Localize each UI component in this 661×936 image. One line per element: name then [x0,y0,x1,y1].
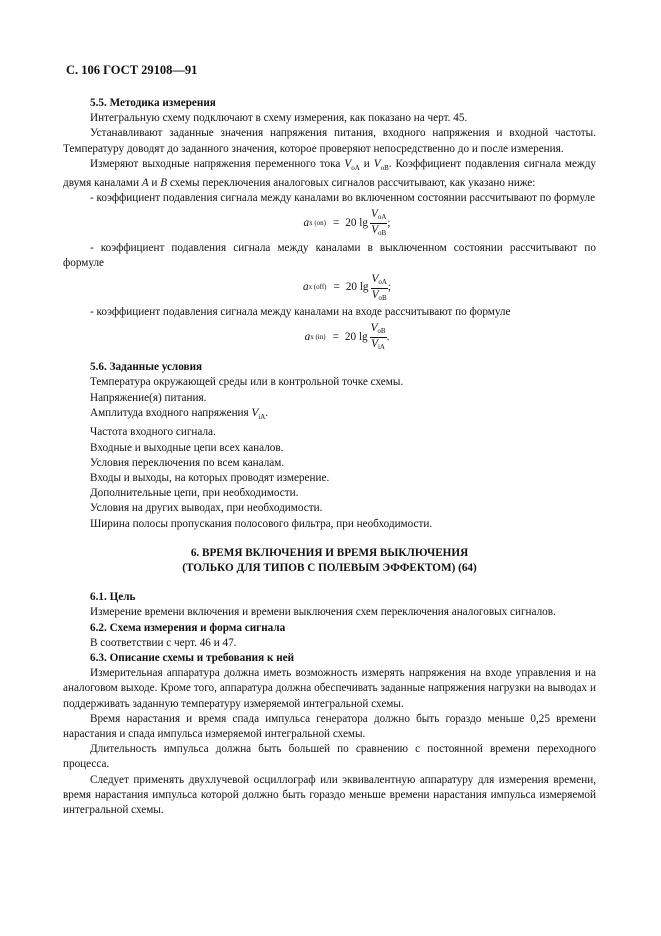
s61-paragraph: Измерение времени включения и времени выключения схем переключения аналоговых сигналов. [90,606,556,619]
page-header: С. 106 ГОСТ 29108—91 [66,63,198,77]
s55-bullet-on: - коэффициент подавления сигнала между каналами во включенном состоянии рассчитывают по формуле [90,192,596,205]
section-6-title: 6. ВРЕМЯ ВКЛЮЧЕНИЯ И ВРЕМЯ ВЫКЛЮЧЕНИЯ (ТОЛЬКО ДЛЯ ТИПОВ С ПОЛЕВЫМ ЭФФЕКТОМ) (64) [182,546,477,574]
s55-paragraph-3: Измеряют выходные напряжения переменного тока $V_{oA}$ и $V_{oB}$. Коэффициент подавления сигнала между двумя каналами A и B схемы переключения аналоговых сигналов рассчитывают, как указано ниже: [63,157,596,190]
s62-paragraph: В соответствии с черт. 46 и 47. [90,636,237,649]
s56-item: Напряжение(я) питания. [90,391,207,404]
s56-item: Дополнительные цепи, при необходимости. [90,487,299,500]
voltage-via: $V_{iA}$ [251,406,266,422]
s56-item: Условия на других выводах, при необходимости. [90,502,323,515]
section-6-3-heading: 6.3. Описание схемы и требования к ней [90,651,295,664]
s55-paragraph-1: Интегральную схему подключают в схему измерения, как показано на черт. 45. [90,112,468,125]
s63-paragraph-4: Следует применять двухлучевой осциллограф или эквивалентную аппаратуру для измерения времени, время нарастания импульса которой должно быть гораздо меньше времени нарастания импульса измеряемой интегральной схемы. [63,773,596,816]
s56-item: Амплитуда входного напряжения $V_{iA}$. [90,406,269,422]
s55-bullet-off: - коэффициент подавления сигнала между каналами в выключенном состоянии рассчитывают по формуле [63,241,596,269]
section-6-1-heading: 6.1. Цель [90,591,136,604]
s56-item: Условия переключения по всем каналам. [90,456,285,469]
s63-paragraph-1: Измерительная аппаратура должна иметь возможность измерять напряжения на входе управления и на аналоговом выходе. Кроме того, аппаратура должна обеспечивать заданные напряжения нагрузки на выводах и поддерживать заданную температуру измеряемой интегральной схемы. [63,667,596,710]
voltage-voa: $V_{oA}$ [344,157,360,173]
s56-item: Частота входного сигнала. [90,426,216,439]
formula-in: a x (in) = 20 lg $\frac{V_{oB}}{V_{iA}}$ . [304,321,390,351]
section-5-6-heading: 5.6. Заданные условия [90,361,203,374]
s56-item: Входы и выходы, на которых проводят измерение. [90,471,330,484]
section-6-2-heading: 6.2. Схема измерения и форма сигнала [90,621,286,634]
s56-item: Температура окружающей среды или в контрольной точке схемы. [90,376,404,389]
section-5-5-heading: 5.5. Методика измерения [90,97,216,109]
voltage-vob: $V_{oB}$ [373,157,389,173]
s55-bullet-in: - коэффициент подавления сигнала между каналами на входе рассчитывают по формуле [90,306,511,319]
formula-on: a x (on) = 20 lg $\frac{V_{oA}}{V_{oB}}$ ; [303,208,391,238]
s56-item: Ширина полосы пропускания полосового фильтра, при необходимости. [90,517,433,530]
page-content [63,96,596,818]
s63-paragraph-2: Время нарастания и время спада импульса генератора должно быть гораздо меньше 0,25 времени нарастания и спада импульса измеряемой интегральной схемы. [63,712,596,740]
s63-paragraph-3: Длительность импульса должна быть большей по сравнению с постоянной времени переходного процесса. [63,743,596,771]
s56-item: Входные и выходные цепи всех каналов. [90,441,284,454]
formula-off: a x (off) = 20 lg $\frac{V_{oA}}{V_{oB}}$ ; [302,272,392,302]
s55-paragraph-2: Устанавливают заданные значения напряжения питания, входного напряжения и входной частоты. Температуру доводят до заданного значения, которое проверяют непосредственно до и после измерения. [63,127,596,155]
